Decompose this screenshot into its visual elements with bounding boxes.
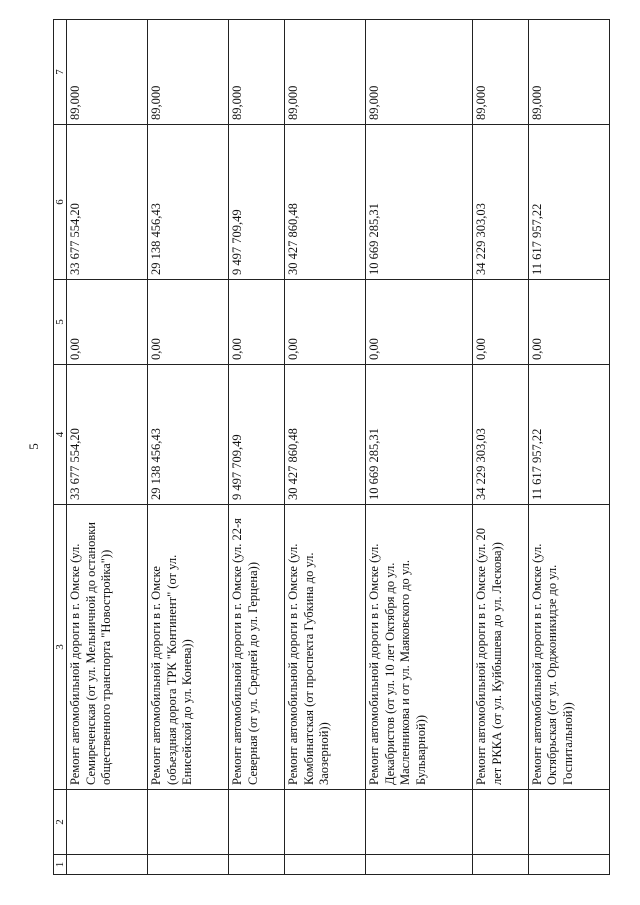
amount-cell: 0,00 (285, 280, 366, 365)
amount-cell: 0,00 (366, 280, 473, 365)
column-header: 5 (54, 280, 67, 365)
amount-cell: 9 497 709,49 (229, 365, 285, 505)
column-header: 6 (54, 125, 67, 280)
empty-cell-col2 (473, 790, 529, 855)
empty-cell-col2 (366, 790, 473, 855)
empty-cell-col1 (366, 855, 473, 875)
empty-cell-col2 (148, 790, 229, 855)
empty-cell-col1 (229, 855, 285, 875)
table-row (528, 20, 609, 875)
table-row (148, 20, 229, 875)
table-row (285, 20, 366, 875)
description-cell: Ремонт автомобильной дороги в г. Омске (ул. Комбинатская (от проспекта Губкина до ул. Заозерной)) (285, 505, 366, 790)
empty-cell-col2 (285, 790, 366, 855)
column-header: 4 (54, 365, 67, 505)
column-header: 2 (54, 790, 67, 855)
amount-cell: 29 138 456,43 (148, 125, 229, 280)
description-cell: Ремонт автомобильной дороги в г. Омске (ул. Декабристов (от ул. 10 лет Октября до ул. Масленникова и от ул. Маяковского до ул. Бульварной)) (366, 505, 473, 790)
description-cell: Ремонт автомобильной дороги в г. Омске (объездная дорога ТРК "Континент" (от ул. Енисейской до ул. Конева)) (148, 505, 229, 790)
table-row (473, 20, 529, 875)
amount-cell: 0,00 (229, 280, 285, 365)
empty-cell-col1 (67, 855, 148, 875)
empty-cell-col2 (229, 790, 285, 855)
table-row (229, 20, 285, 875)
percent-cell: 89,000 (67, 20, 148, 125)
percent-cell: 89,000 (366, 20, 473, 125)
page-number: 5 (25, 443, 41, 450)
empty-cell-col1 (528, 855, 609, 875)
column-number-row (54, 20, 67, 875)
table-row (366, 20, 473, 875)
amount-cell: 29 138 456,43 (148, 365, 229, 505)
amount-cell: 33 677 554,20 (67, 125, 148, 280)
amount-cell: 11 617 957,22 (528, 365, 609, 505)
rotated-table-container (53, 20, 610, 875)
amount-cell: 0,00 (473, 280, 529, 365)
description-cell: Ремонт автомобильной дороги в г. Омске (ул. 22-я Северная (от ул. Средней до ул. Герцена)) (229, 505, 285, 790)
percent-cell: 89,000 (285, 20, 366, 125)
amount-cell: 0,00 (528, 280, 609, 365)
empty-cell-col1 (473, 855, 529, 875)
amount-cell: 0,00 (148, 280, 229, 365)
percent-cell: 89,000 (528, 20, 609, 125)
amount-cell: 33 677 554,20 (67, 365, 148, 505)
table-row (67, 20, 148, 875)
percent-cell: 89,000 (473, 20, 529, 125)
description-cell: Ремонт автомобильной дороги в г. Омске (ул. Семиреченская (от ул. Мельничной до остановки общественного транспорта "Новостройка")) (67, 505, 148, 790)
amount-cell: 30 427 860,48 (285, 365, 366, 505)
percent-cell: 89,000 (229, 20, 285, 125)
empty-cell-col1 (285, 855, 366, 875)
amount-cell: 11 617 957,22 (528, 125, 609, 280)
empty-cell-col2 (67, 790, 148, 855)
empty-cell-col1 (148, 855, 229, 875)
empty-cell-col2 (528, 790, 609, 855)
description-cell: Ремонт автомобильной дороги в г. Омске (ул. 20 лет РККА (от ул. Куйбышева до ул. Лескова)) (473, 505, 529, 790)
description-cell: Ремонт автомобильной дороги в г. Омске (ул. Октябрьская (от ул. Орджоникидзе до ул. Госпитальной)) (528, 505, 609, 790)
amount-cell: 0,00 (67, 280, 148, 365)
column-header: 3 (54, 505, 67, 790)
amount-cell: 10 669 285,31 (366, 125, 473, 280)
column-header: 1 (54, 855, 67, 875)
column-header: 7 (54, 20, 67, 125)
percent-cell: 89,000 (148, 20, 229, 125)
data-table (53, 19, 610, 875)
amount-cell: 34 229 303,03 (473, 365, 529, 505)
amount-cell: 10 669 285,31 (366, 365, 473, 505)
amount-cell: 34 229 303,03 (473, 125, 529, 280)
amount-cell: 9 497 709,49 (229, 125, 285, 280)
amount-cell: 30 427 860,48 (285, 125, 366, 280)
